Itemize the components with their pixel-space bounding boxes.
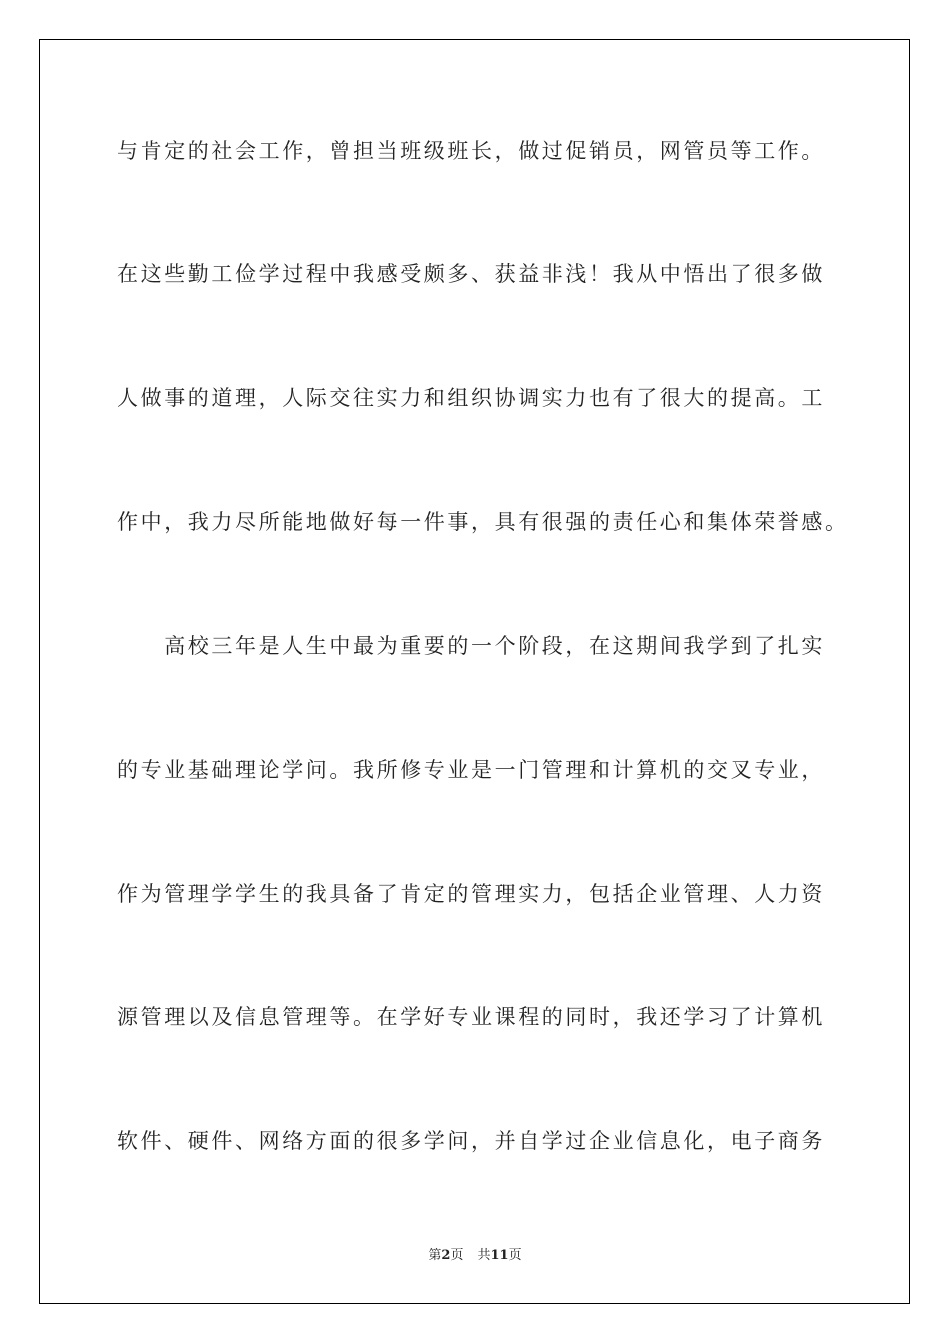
page-footer xyxy=(0,1247,950,1265)
page-number: 2 xyxy=(441,1248,451,1263)
page-border xyxy=(39,39,910,1304)
text-line-4: 作中，我力尽所能地做好每一件事，具有很强的责任心和集体荣誉感。 xyxy=(117,510,849,534)
text-line-3: 人做事的道理，人际交往实力和组织协调实力也有了很大的提高。工 xyxy=(117,386,825,410)
text-line-7: 作为管理学学生的我具备了肯定的管理实力，包括企业管理、人力资 xyxy=(117,882,825,906)
page-prefix: 第 xyxy=(428,1248,442,1263)
text-line-8: 源管理以及信息管理等。在学好专业课程的同时，我还学习了计算机 xyxy=(117,1005,825,1029)
total-pages: 11 xyxy=(490,1248,509,1263)
text-line-9: 软件、硬件、网络方面的很多学问，并自学过企业信息化，电子商务 xyxy=(117,1129,825,1153)
text-line-2: 在这些勤工俭学过程中我感受颇多、获益非浅！我从中悟出了很多做 xyxy=(117,262,825,286)
total-prefix: 共 xyxy=(477,1248,491,1263)
total-suffix: 页 xyxy=(508,1248,522,1263)
text-line-1: 与肯定的社会工作，曾担当班级班长，做过促销员，网管员等工作。 xyxy=(117,139,825,163)
text-line-5: 高校三年是人生中最为重要的一个阶段，在这期间我学到了扎实 xyxy=(117,634,825,658)
page-suffix: 页 xyxy=(450,1248,464,1263)
text-line-6: 的专业基础理论学问。我所修专业是一门管理和计算机的交叉专业， xyxy=(117,758,825,782)
